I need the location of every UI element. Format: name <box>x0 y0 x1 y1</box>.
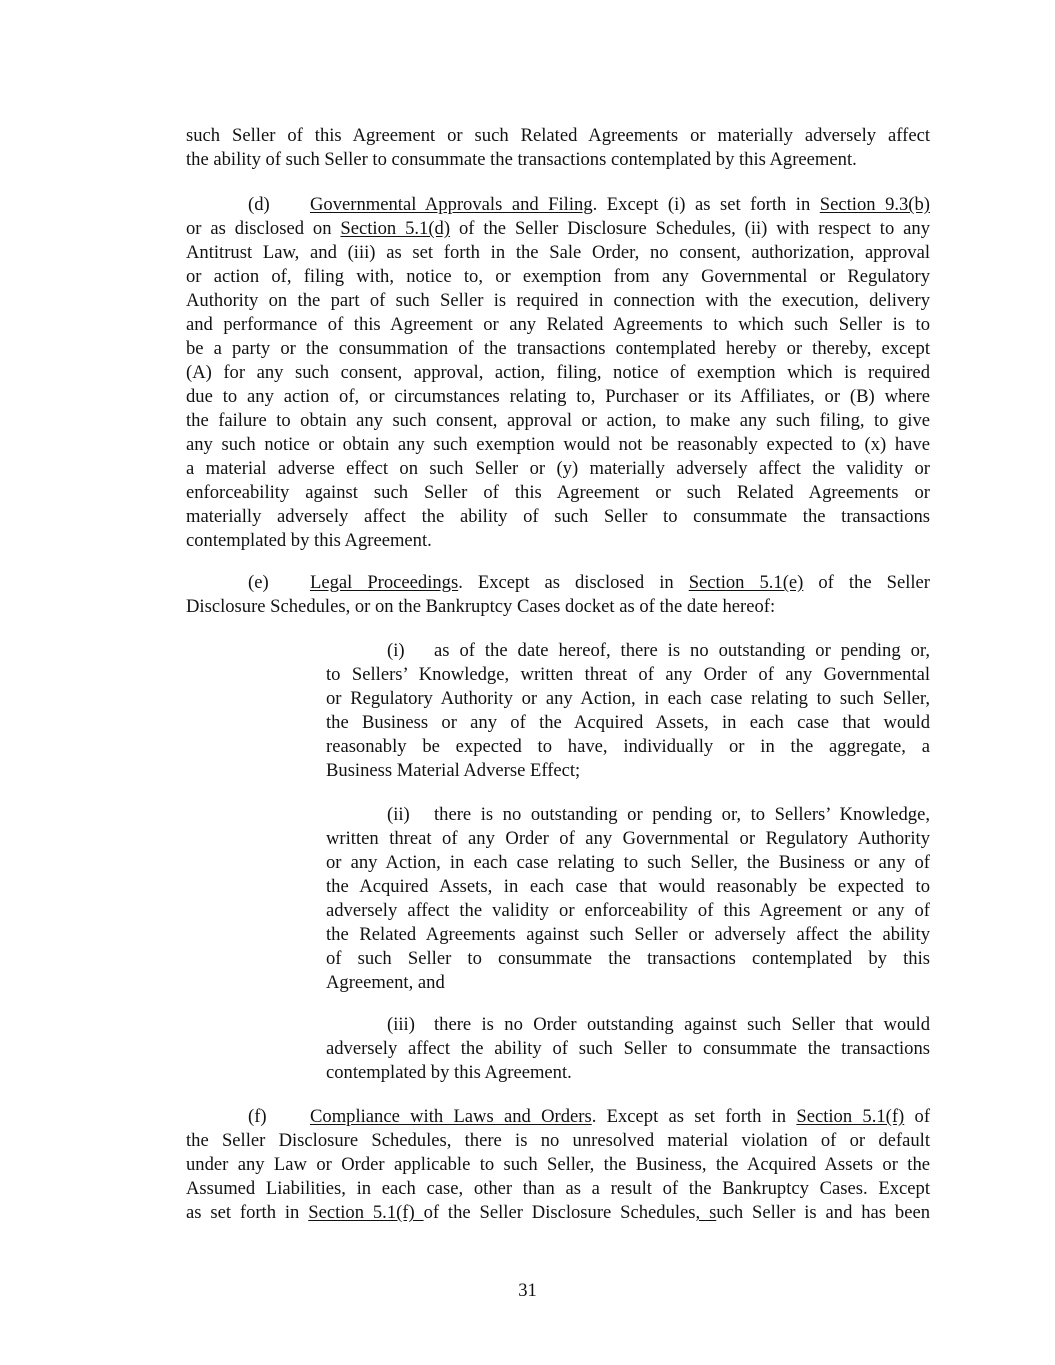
text-run: . Except as disclosed in <box>458 572 689 593</box>
subclause-e-iii <box>326 1013 930 1085</box>
text-line: contemplated by this Agreement. <box>326 1062 572 1083</box>
text-line: of such Seller to consummate the transactions contemplated by this <box>326 948 930 969</box>
text-line: Disclosure Schedules, or on the Bankruptcy Cases docket as of the date hereof: <box>186 596 776 617</box>
text-line: due to any action of, or circumstances relating to, Purchaser or its Affiliates, or (B) where <box>186 386 930 407</box>
text-line: the Seller Disclosure Schedules, there is no unresolved material violation of or default <box>186 1130 930 1151</box>
text-line <box>186 571 930 595</box>
section-reference: Section 5.1(f) <box>308 1202 424 1223</box>
page-number: 31 <box>518 1280 537 1301</box>
text-line: adversely affect the ability of such Seller to consummate the transactions <box>326 1038 930 1059</box>
text-run: of <box>904 1106 931 1127</box>
text-line <box>326 803 930 827</box>
text-line <box>186 1105 930 1129</box>
text-line <box>326 1013 930 1037</box>
clause-heading: Governmental Approvals and Filing <box>310 194 593 215</box>
text-line: under any Law or Order applicable to such Seller, the Business, the Acquired Assets or the <box>186 1154 930 1175</box>
text-run: . Except as set forth in <box>591 1106 797 1127</box>
text-line: Agreement, and <box>326 972 445 993</box>
text-line: or any Action, in each case relating to such Seller, the Business or any of <box>326 852 930 873</box>
text-line: enforceability against such Seller of this Agreement or such Related Agreements or <box>186 482 930 503</box>
text-line: be a party or the consummation of the transactions contemplated hereby or thereby, except <box>186 338 930 359</box>
section-reference: Section 5.1(d) <box>340 218 451 239</box>
text-run: as set forth in <box>186 1202 309 1223</box>
text-line <box>326 639 930 663</box>
text-run-underlined: , s <box>695 1202 717 1223</box>
text-line: to Sellers’ Knowledge, written threat of any Order of any Governmental <box>326 664 930 685</box>
text-line: such Seller of this Agreement or such Related Agreements or materially adversely affect <box>186 125 930 146</box>
text-line: any such notice or obtain any such exemption would not be reasonably expected to (x) have <box>186 434 930 455</box>
clause-label: (iii) <box>387 1014 415 1035</box>
clause-label: (ii) <box>387 804 410 825</box>
text-run: of the Seller <box>803 572 930 593</box>
text-line: the failure to obtain any such consent, approval or action, to make any such filing, to give <box>186 410 930 431</box>
text-line: the ability of such Seller to consummate the transactions contemplated by this Agreement. <box>186 149 857 170</box>
text-line: written threat of any Order of any Governmental or Regulatory Authority <box>326 828 930 849</box>
clause-heading: Legal Proceedings <box>310 572 459 593</box>
text-line: (A) for any such consent, approval, action, filing, notice of exemption which is required <box>186 362 930 383</box>
clause-label: (d) <box>248 194 270 215</box>
section-e-legal-proceedings <box>186 571 930 619</box>
text-line: or Regulatory Authority or any Action, in each case relating to such Seller, <box>326 688 930 709</box>
text-line <box>186 193 930 217</box>
text-run: or as disclosed on <box>186 218 341 239</box>
clause-label: (f) <box>248 1106 267 1127</box>
section-d-governmental-approvals <box>186 193 930 553</box>
text-line: the Business or any of the Acquired Assets, in each case that would <box>326 712 930 733</box>
text-line <box>186 217 930 241</box>
text-run: uch Seller is and has been <box>716 1202 931 1223</box>
section-reference: Section 9.3(b) <box>819 194 930 215</box>
subclause-e-ii <box>326 803 930 995</box>
subclause-e-i <box>326 639 930 783</box>
clause-label: (e) <box>248 572 269 593</box>
text-line: adversely affect the validity or enforceability of this Agreement or any of <box>326 900 930 921</box>
text-line: a material adverse effect on such Seller or (y) materially adversely affect the validity or <box>186 458 930 479</box>
text-line: materially adversely affect the ability of such Seller to consummate the transactions <box>186 506 930 527</box>
text-line: the Acquired Assets, in each case that would reasonably be expected to <box>326 876 930 897</box>
text-line: the Related Agreements against such Seller or adversely affect the ability <box>326 924 930 945</box>
text-line: Authority on the part of such Seller is required in connection with the execution, delivery <box>186 290 930 311</box>
text-run: there is no outstanding or pending or, to Sellers’ Knowledge, <box>434 804 930 825</box>
text-line: and performance of this Agreement or any Related Agreements to which such Seller is to <box>186 314 930 335</box>
section-reference: Section 5.1(e) <box>688 572 804 593</box>
text-line: Antitrust Law, and (iii) as set forth in the Sale Order, no consent, authorization, approval <box>186 242 930 263</box>
text-run: of the Seller Disclosure Schedules, (ii) with respect to any <box>450 218 930 239</box>
clause-heading: Compliance with Laws and Orders <box>310 1106 592 1127</box>
paragraph-continuation <box>186 124 930 172</box>
text-run: . Except (i) as set forth in <box>592 194 820 215</box>
text-line: Assumed Liabilities, in each case, other than as a result of the Bankruptcy Cases. Except <box>186 1178 930 1199</box>
text-line: reasonably be expected to have, individually or in the aggregate, a <box>326 736 930 757</box>
text-run: as of the date hereof, there is no outstanding or pending or, <box>434 640 930 661</box>
section-f-compliance <box>186 1105 930 1225</box>
text-line: Business Material Adverse Effect; <box>326 760 581 781</box>
text-line: contemplated by this Agreement. <box>186 530 432 551</box>
text-run: there is no Order outstanding against such Seller that would <box>434 1014 930 1035</box>
section-reference: Section 5.1(f) <box>796 1106 905 1127</box>
text-line: or action of, filing with, notice to, or exemption from any Governmental or Regulatory <box>186 266 930 287</box>
text-run: of the Seller Disclosure Schedules <box>423 1202 696 1223</box>
text-line <box>186 1201 930 1225</box>
clause-label: (i) <box>387 640 405 661</box>
